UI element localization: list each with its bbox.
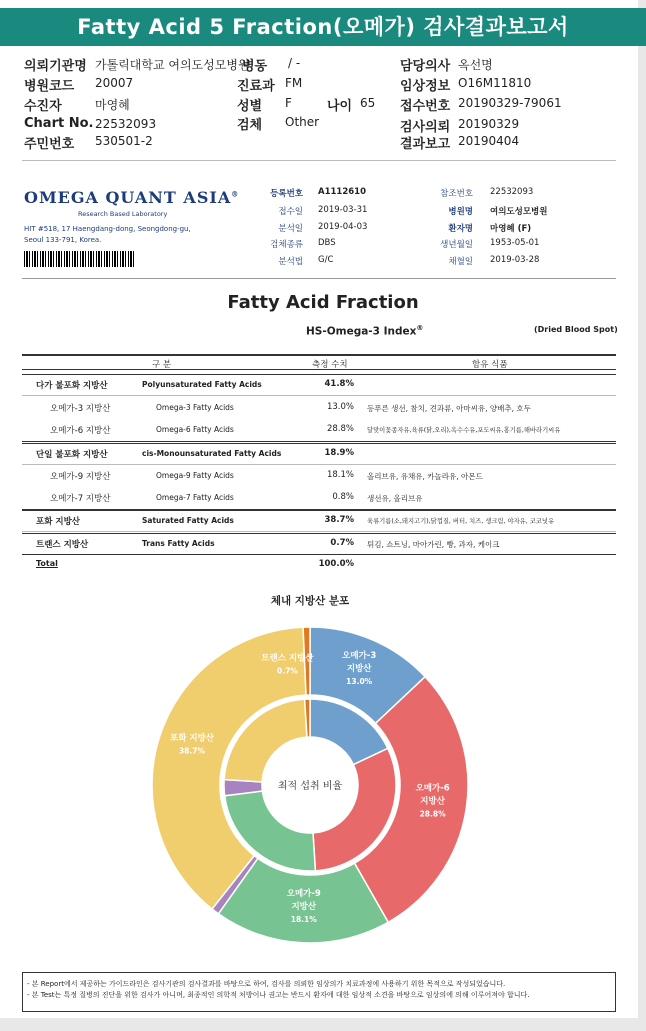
- row-kr-label: 오메가-9 지방산: [50, 472, 111, 482]
- meta-value: DBS: [318, 238, 336, 248]
- row-value: 0.7%: [330, 538, 354, 548]
- chart-no-value: 22532093: [95, 117, 157, 131]
- sex-value: F: [285, 96, 292, 110]
- row-value: 100.0%: [318, 559, 354, 569]
- disclaimer: [22, 972, 616, 1012]
- row-kr-label: 다가 불포화 지방산: [36, 381, 108, 391]
- report-date-value: 20190404: [458, 134, 520, 148]
- meta-value: 마영혜 (F): [490, 224, 532, 234]
- sex-label: 성별: [237, 99, 263, 114]
- slice-label: 트랜스 지방산: [261, 653, 314, 664]
- meta-value: G/C: [318, 255, 334, 265]
- meta-label: 등록번호: [270, 189, 303, 199]
- age-label: 나이: [327, 99, 353, 114]
- dept-value: FM: [285, 76, 303, 90]
- chart-title: 체내 지방산 분포: [270, 595, 350, 607]
- meta-value: 2019-03-31: [318, 205, 368, 215]
- row-kr-label: 트랜스 지방산: [36, 540, 89, 550]
- table-header: [22, 354, 616, 370]
- meta-label: 병원명: [448, 207, 473, 217]
- id-label: 주민번호: [24, 137, 75, 152]
- clinical-label: 임상정보: [400, 79, 451, 94]
- meta-value: 2019-03-28: [490, 255, 540, 265]
- meta-label: 환자명: [448, 224, 473, 234]
- row-value: 13.0%: [326, 402, 354, 412]
- request-value: 20190329: [458, 117, 520, 131]
- table-row: [22, 420, 616, 442]
- slice-label: 지방산: [346, 664, 372, 675]
- inst-value: 가톨릭대학교 여의도성모병원: [95, 58, 250, 72]
- donut-chart: [0, 610, 646, 970]
- row-value: 38.7%: [324, 515, 354, 525]
- code-value: 20007: [95, 76, 134, 90]
- row-value: 18.9%: [324, 448, 354, 458]
- table-row: [22, 555, 616, 577]
- row-kr-label: Total: [36, 559, 58, 568]
- patient-label: 수진자: [24, 99, 62, 114]
- bottom-edge: [0, 1018, 646, 1031]
- meta-label: 생년월일: [440, 240, 473, 250]
- chart-no-label: Chart No.: [24, 116, 94, 131]
- barcode: [24, 251, 134, 267]
- slice-label: 13.0%: [346, 677, 373, 687]
- ward-label: 병동: [242, 59, 268, 74]
- table-row: [22, 466, 616, 488]
- slice-label: 28.8%: [419, 809, 446, 819]
- row-food: 생선유, 올리브유: [367, 494, 423, 503]
- doctor-label: 담당의사: [400, 59, 451, 74]
- slice-label: 오메가-3: [342, 651, 377, 662]
- specimen-value: Other: [285, 115, 320, 129]
- specimen-label: 검체: [237, 118, 263, 133]
- row-food: 달맞이꽃종자유,육류(닭,오리),옥수수유,포도씨유,홍기름,해바라기씨유: [367, 427, 561, 434]
- row-en-label: Omega-3 Fatty Acids: [156, 403, 234, 412]
- row-en-label: Omega-9 Fatty Acids: [156, 471, 234, 480]
- table-row: [22, 533, 616, 555]
- meta-label: 접수일: [278, 207, 303, 217]
- meta-label: 분석일: [278, 224, 303, 234]
- ward-value: / -: [288, 56, 301, 70]
- divider: [22, 278, 616, 279]
- age-value: 65: [360, 96, 376, 110]
- receipt-label: 접수번호: [400, 99, 451, 114]
- dept-label: 진료과: [237, 79, 275, 94]
- center-label: 최적 섭취 비율: [277, 781, 343, 792]
- table-row: [22, 510, 616, 532]
- row-en-label: Omega-7 Fatty Acids: [156, 493, 234, 502]
- table-row: [22, 398, 616, 420]
- fatty-acid-title: Fatty Acid Fraction: [227, 292, 419, 313]
- row-kr-label: 오메가-3 지방산: [50, 404, 111, 414]
- clinical-value: O16M11810: [458, 76, 532, 90]
- meta-label: 참조번호: [440, 189, 473, 199]
- slice-label: 지방산: [291, 901, 317, 912]
- divider: [22, 160, 616, 161]
- dbs-label: (Dried Blood Spot): [534, 325, 618, 334]
- index-label: HS-Omega-3 Index®: [306, 324, 424, 338]
- id-value: 530501-2: [95, 134, 153, 148]
- meta-label: 분석법: [278, 257, 303, 267]
- receipt-value: 20190329-79061: [458, 96, 562, 110]
- lab-address: HIT #518, 17 Haengdang-dong, Seongdong-gu, Seoul 133-791, Korea.: [24, 225, 191, 244]
- lab-logo: OMEGA QUANT ASIA®: [24, 188, 240, 207]
- lab-tagline: Research Based Laboratory: [78, 210, 168, 218]
- note-line: - 본 Test는 특정 질병의 진단을 위한 검사가 아니며, 최종적인 의학적 처방이나 권고는 반드시 환자에 대한 임상적 소견을 바탕으로 임상의에 의해 이루어져야 합니다.: [27, 991, 530, 999]
- doctor-value: 옥선명: [458, 58, 493, 72]
- report-title: Fatty Acid 5 Fraction(오메가) 검사결과보고서: [0, 8, 646, 46]
- slice-label: 포화 지방산: [169, 733, 215, 744]
- row-kr-label: 오메가-7 지방산: [50, 494, 111, 504]
- col-header: 측정 수치: [312, 360, 348, 370]
- row-en-label: Trans Fatty Acids: [142, 539, 215, 548]
- row-en-label: Omega-6 Fatty Acids: [156, 425, 234, 434]
- note-line: - 본 Report에서 제공하는 가이드라인은 검사기관의 검사결과를 바탕으로 하여, 검사를 의뢰한 임상의가 치료과정에 사용하기 위한 목적으로 작성되었습니다.: [27, 980, 506, 988]
- meta-value: 22532093: [490, 187, 534, 197]
- meta-value: 여의도성모병원: [490, 207, 548, 217]
- slice-label: 오메가-6: [415, 783, 450, 794]
- slice-label: 18.1%: [290, 914, 317, 924]
- slice-label: 오메가-9: [286, 888, 321, 899]
- meta-label: 채혈일: [448, 257, 473, 267]
- col-header: 구 분: [152, 360, 172, 370]
- col-header: 함유 식품: [472, 360, 508, 370]
- meta-label: 검체종류: [270, 240, 303, 250]
- code-label: 병원코드: [24, 79, 75, 94]
- row-kr-label: 오메가-6 지방산: [50, 426, 111, 436]
- row-food: 올리브유, 유채유, 카놀라유, 아몬드: [367, 472, 483, 481]
- row-value: 18.1%: [326, 470, 354, 480]
- meta-value: 2019-04-03: [318, 222, 368, 232]
- row-food: 육류기름(소,돼지고기),닭껍질, 버터, 치즈, 생크림, 야자유, 코코넛유: [367, 518, 555, 525]
- slice-label: 0.7%: [277, 666, 298, 676]
- table-row: [22, 374, 616, 396]
- slice-label: 지방산: [420, 796, 445, 807]
- table-row: [22, 488, 616, 510]
- report-date-label: 결과보고: [400, 137, 451, 152]
- row-value: 28.8%: [326, 424, 354, 434]
- row-value: 0.8%: [332, 492, 354, 502]
- meta-value: 1953-05-01: [490, 238, 540, 248]
- row-en-label: cis-Monounsaturated Fatty Acids: [142, 449, 282, 458]
- row-food: 튀김, 쇼트닝, 마아가린, 빵, 과자, 케이크: [367, 540, 500, 549]
- patient-value: 마영혜: [95, 98, 130, 112]
- row-food: 등푸른 생선, 참치, 견과류, 아마씨유, 양배추, 호두: [367, 404, 531, 413]
- slice-label: 38.7%: [178, 746, 206, 756]
- table-row: [22, 443, 616, 465]
- row-en-label: Saturated Fatty Acids: [142, 516, 234, 525]
- inst-label: 의뢰기관명: [24, 59, 87, 74]
- row-value: 41.8%: [324, 379, 354, 389]
- request-label: 검사의뢰: [400, 120, 451, 135]
- row-kr-label: 포화 지방산: [36, 517, 81, 527]
- row-kr-label: 단일 불포화 지방산: [36, 450, 108, 460]
- meta-value: A1112610: [318, 187, 366, 197]
- row-en-label: Polyunsaturated Fatty Acids: [142, 380, 262, 389]
